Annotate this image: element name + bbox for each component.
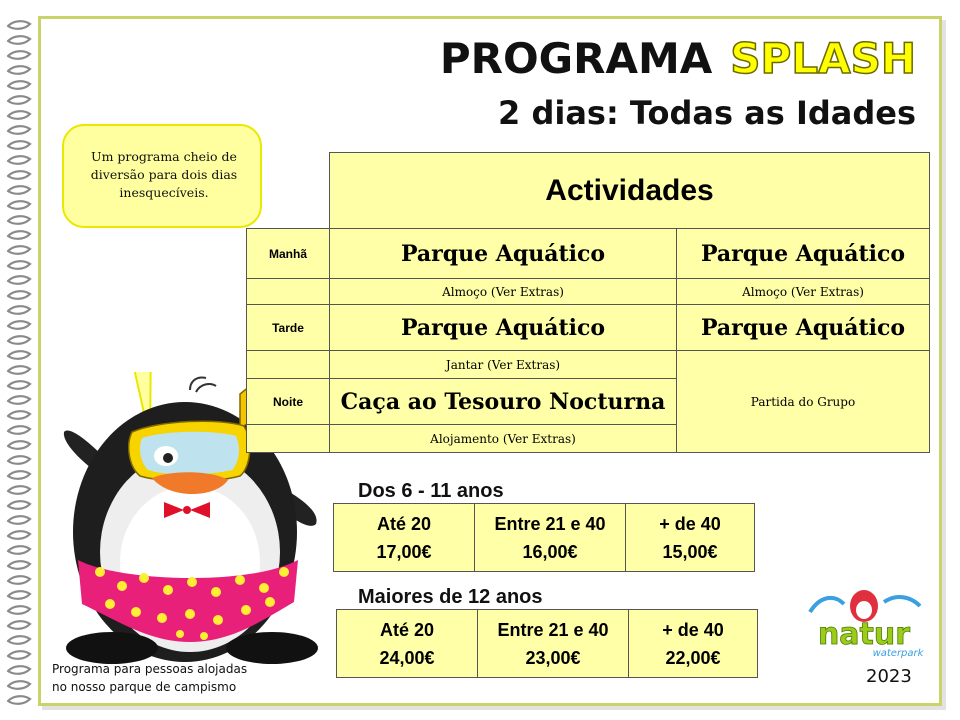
period-afternoon: Tarde (247, 305, 330, 351)
cell-afternoon-day2: Parque Aquático (677, 305, 930, 351)
spiral-loop (8, 141, 30, 149)
spiral-loop (8, 396, 30, 404)
spiral-loop (8, 51, 30, 59)
page-title (440, 34, 916, 83)
logo-subtext: waterpark (872, 648, 924, 659)
spiral-loop (8, 471, 30, 479)
page-subtitle: 2 dias: Todas as Idades (498, 94, 916, 132)
year-label: 2023 (866, 666, 912, 687)
spiral-loop (8, 696, 30, 704)
price-value: 15,00€ (662, 541, 718, 562)
spiral-loop (8, 336, 30, 344)
price-cell (334, 504, 475, 572)
logo-wordmark: natur (817, 617, 911, 652)
spiral-loop (8, 681, 30, 689)
spiral-loop (8, 531, 30, 539)
spacer-cell (247, 279, 330, 305)
spiral-loop (8, 171, 30, 179)
spiral-loop (8, 261, 30, 269)
spiral-loop (8, 216, 30, 224)
cell-departure-day2: Partida do Grupo (677, 351, 930, 453)
spiral-loop (8, 621, 30, 629)
spiral-loop (8, 246, 30, 254)
price-value: 17,00€ (376, 541, 432, 562)
natur-waterpark-logo-icon (800, 586, 930, 660)
spiral-loop (8, 111, 30, 119)
spiral-loop (8, 486, 30, 494)
bubble-line: inesquecíveis. (119, 185, 209, 200)
spiral-loop (8, 456, 30, 464)
spiral-loop (8, 291, 30, 299)
price-group: Até 20 (376, 513, 432, 534)
speech-bubble-text (66, 148, 262, 202)
spiral-loop (8, 666, 30, 674)
spiral-binding-icon (0, 0, 40, 720)
price-value: 22,00€ (665, 647, 721, 668)
spiral-loop (8, 126, 30, 134)
spiral-loop (8, 231, 30, 239)
title-word: PROGRAMA (439, 34, 713, 83)
spiral-loop (8, 201, 30, 209)
cell-night-day1: Caça ao Tesouro Nocturna (330, 379, 677, 425)
spiral-loop (8, 276, 30, 284)
adults-category-label: Maiores de 12 anos (358, 586, 543, 608)
footnote-line: no nosso parque de campismo (52, 680, 237, 694)
spacer-cell (247, 425, 330, 453)
spiral-loop (8, 501, 30, 509)
spacer-cell (247, 351, 330, 379)
spiral-loop (8, 186, 30, 194)
kids-price-table (333, 503, 755, 572)
period-night: Noite (247, 379, 330, 425)
spiral-loop (8, 66, 30, 74)
footnote-line: Programa para pessoas alojadas (52, 662, 248, 676)
spiral-loop (8, 96, 30, 104)
spiral-loop (8, 21, 30, 29)
price-value: 24,00€ (379, 647, 435, 668)
footnote (52, 660, 247, 696)
price-group: + de 40 (662, 619, 724, 640)
price-cell (626, 504, 755, 572)
spiral-loop (8, 366, 30, 374)
activities-table (246, 152, 930, 453)
activities-heading: Actividades (330, 153, 930, 229)
price-value: 23,00€ (525, 647, 581, 668)
price-group: Entre 21 e 40 (497, 619, 609, 640)
cell-lodging-day1: Alojamento (Ver Extras) (330, 425, 677, 453)
spiral-loop (8, 516, 30, 524)
price-cell (478, 610, 629, 678)
cell-morning-day1: Parque Aquático (330, 229, 677, 279)
spiral-loop (8, 576, 30, 584)
price-cell (475, 504, 626, 572)
spiral-loop (8, 411, 30, 419)
spiral-loop (8, 351, 30, 359)
spiral-loop (8, 156, 30, 164)
spiral-loop (8, 426, 30, 434)
price-group: Até 20 (379, 619, 435, 640)
cell-lunch-day1: Almoço (Ver Extras) (330, 279, 677, 305)
spiral-loop (8, 606, 30, 614)
cell-morning-day2: Parque Aquático (677, 229, 930, 279)
spiral-loop (8, 591, 30, 599)
bubble-line: Um programa cheio de (91, 149, 237, 164)
spiral-loop (8, 441, 30, 449)
price-value: 16,00€ (522, 541, 578, 562)
spiral-loop (8, 561, 30, 569)
spiral-loop (8, 381, 30, 389)
spiral-loop (8, 321, 30, 329)
adults-price-table (336, 609, 758, 678)
price-group: + de 40 (659, 513, 721, 534)
spiral-loop (8, 36, 30, 44)
spiral-loop (8, 546, 30, 554)
cell-afternoon-day1: Parque Aquático (330, 305, 677, 351)
kids-category-label: Dos 6 - 11 anos (358, 480, 504, 502)
spiral-loop (8, 651, 30, 659)
cell-lunch-day2: Almoço (Ver Extras) (677, 279, 930, 305)
spiral-loop (8, 306, 30, 314)
price-cell (629, 610, 758, 678)
price-cell (337, 610, 478, 678)
price-group: Entre 21 e 40 (494, 513, 606, 534)
spiral-loop (8, 636, 30, 644)
spiral-loop (8, 81, 30, 89)
cell-dinner-day1: Jantar (Ver Extras) (330, 351, 677, 379)
period-morning: Manhã (247, 229, 330, 279)
title-highlight: SPLASH (730, 34, 916, 83)
bubble-line: diversão para dois dias (90, 167, 238, 182)
